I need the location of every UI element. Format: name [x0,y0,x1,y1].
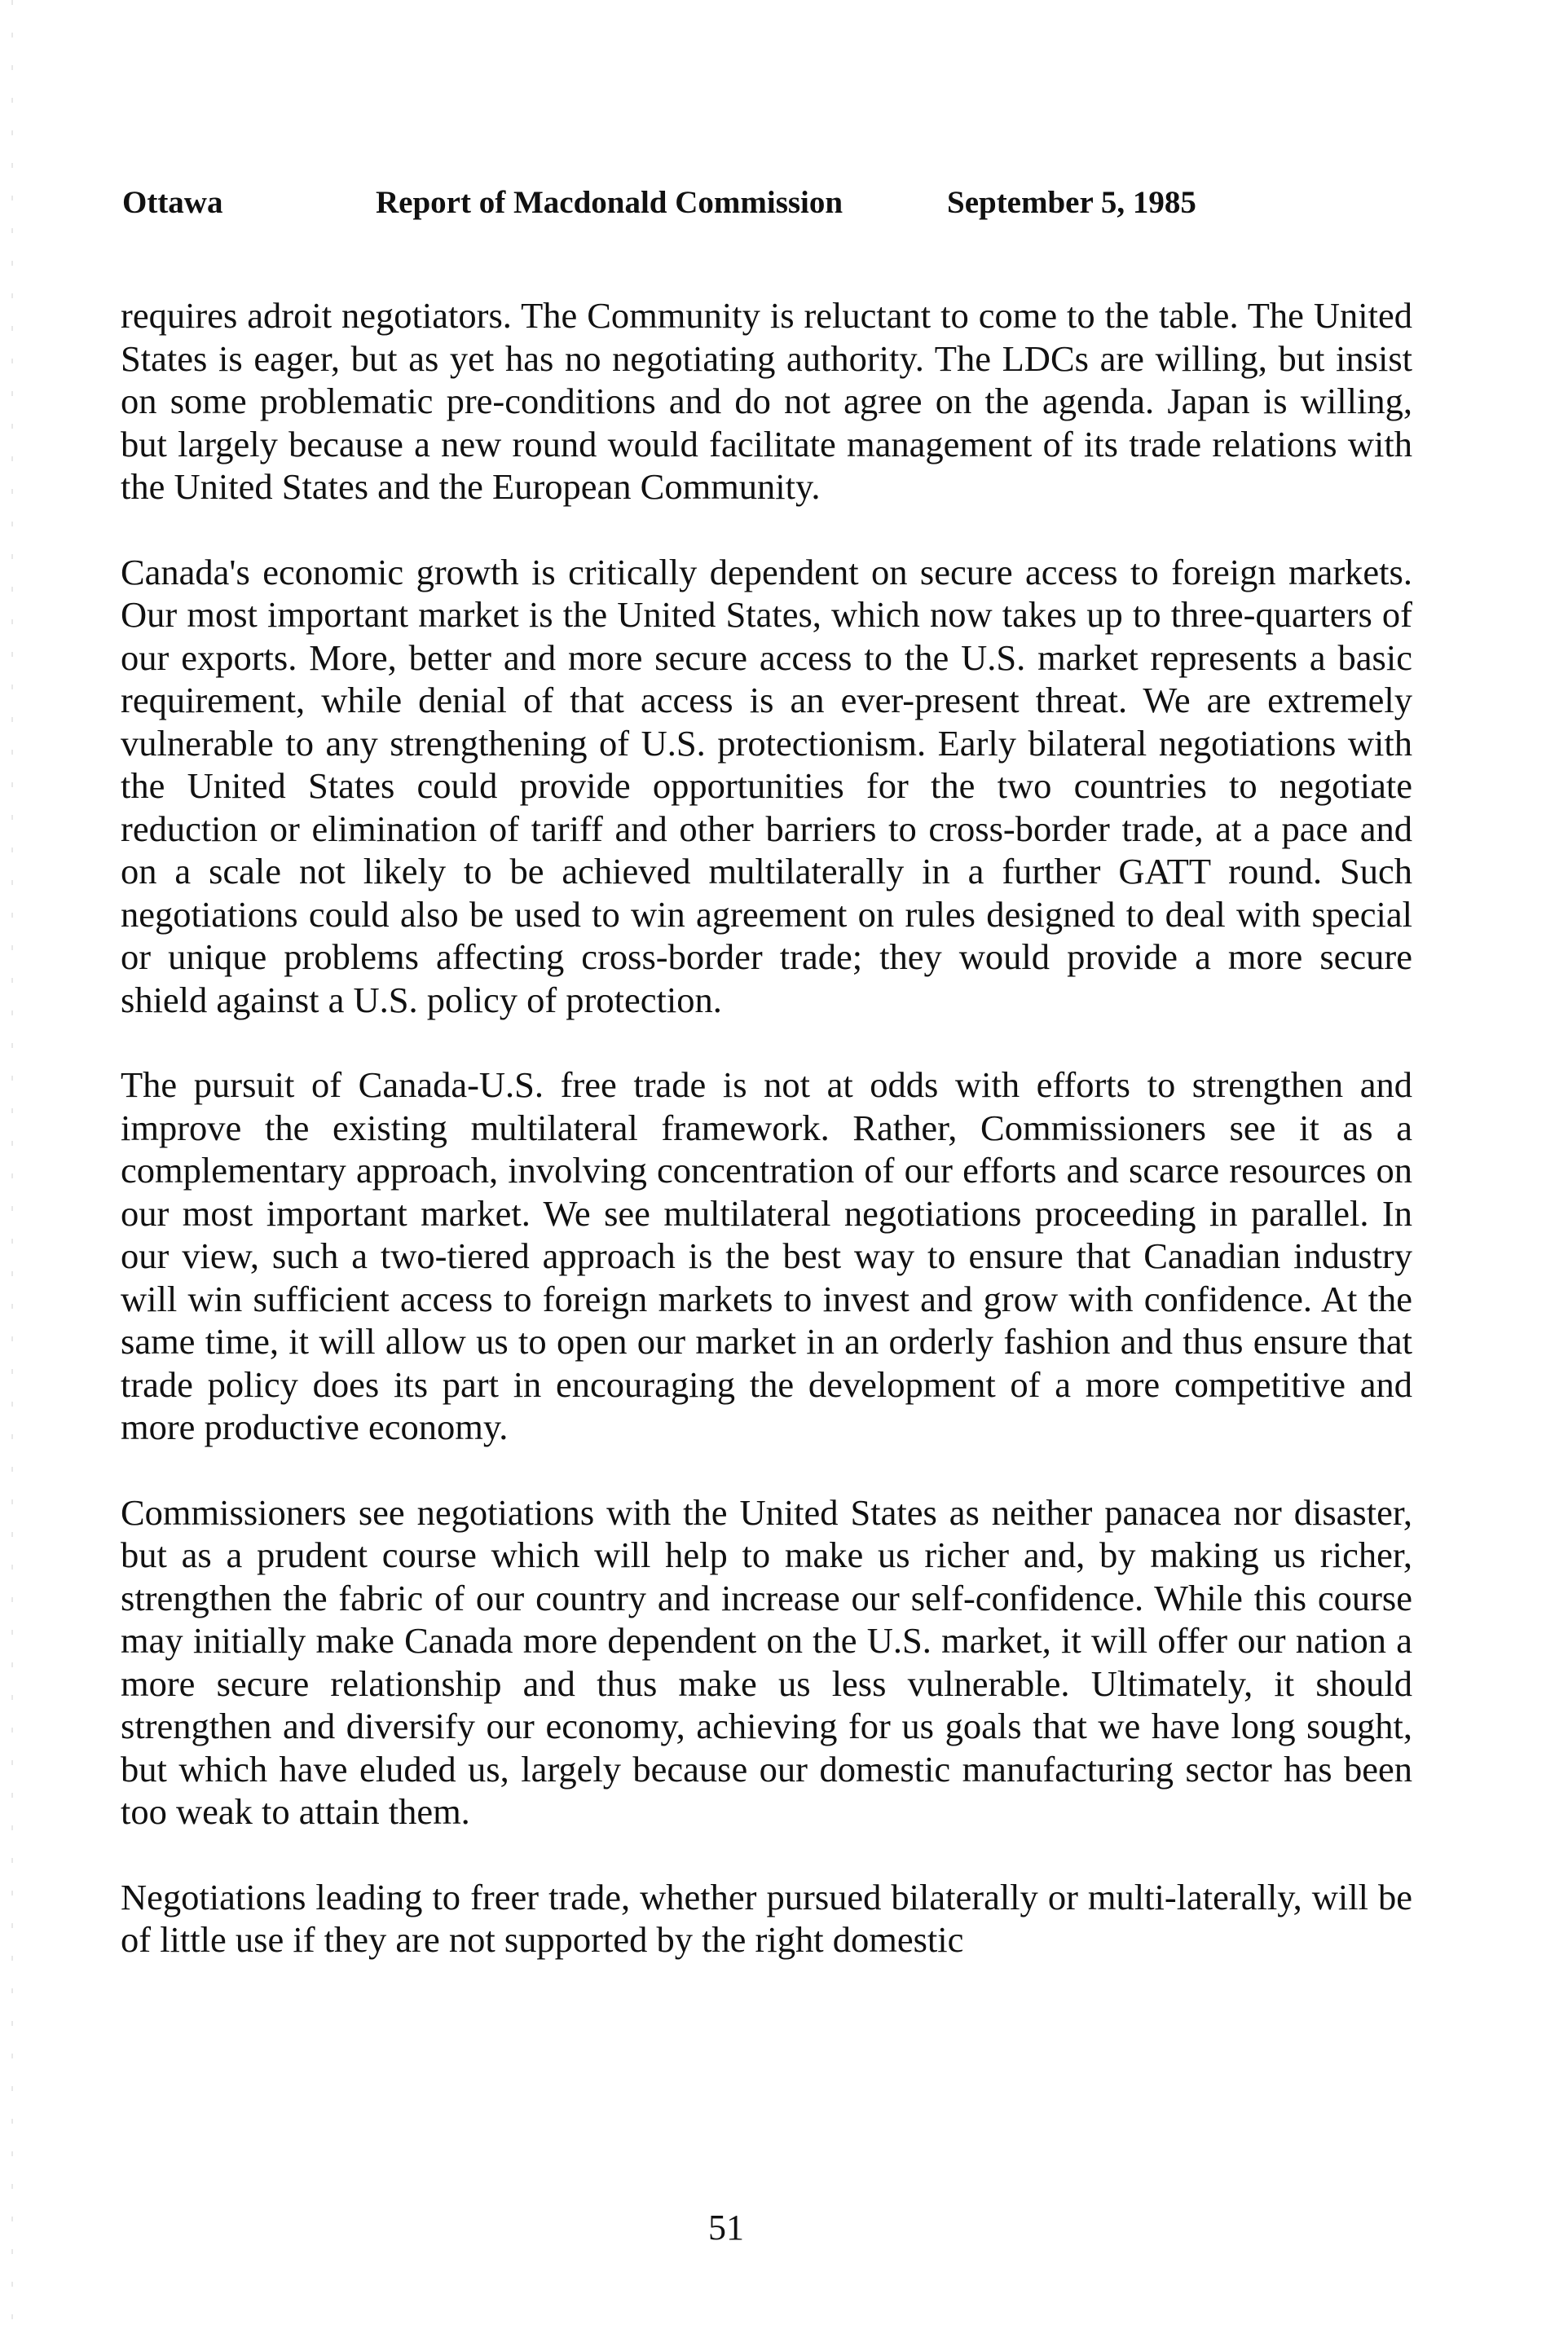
paragraph-2: Canada's economic growth is critically dependent on secure access to foreign markets. Our most important market is the United States, which now takes up to three-quarters of our exports. More, better and more secure access to the U.S. market represents a basic requirement, while denial of that access is an ever-present threat. We are extremely vulnerable to any strengthening of U.S. protectionism. Early bilateral negotiations with the United States could provide opportunities for the two countries to negotiate reduction or elimination of tariff and other barriers to cross-border trade, at a pace and on a scale not likely to be achieved multilaterally in a further GATT round. Such negotiations could also be used to win agreement on rules designed to deal with special or unique problems affecting cross-border trade; they would provide a more secure shield against a U.S. policy of protection. [121,551,1412,1020]
header-place: Ottawa [122,185,223,220]
header-title: Report of Macdonald Commission [376,185,843,220]
running-header [122,184,1426,233]
paragraph-4: Commissioners see negotiations with the United States as neither panacea nor disaster, but as a prudent course which will help to make us richer and, by making us richer, strengthen the fabric of our country and increase our self-confidence. While this course may initially make Canada more dependent on the U.S. market, it will offer our nation a more secure relationship and thus make us less vulnerable. Ultimately, it should strengthen and diversify our economy, achieving for us goals that we have long sought, but which have eluded us, largely because our domestic manufacturing sector has been too weak to attain them. [121,1491,1412,1832]
scan-edge-mark [11,0,13,2329]
paragraph-3: The pursuit of Canada-U.S. free trade is not at odds with efforts to strengthen and improve the existing multilateral framework. Rather, Commissioners see it as a complementary approach, involving concentration of our efforts and scarce resources on our most important market. We see multilateral negotiations proceeding in parallel. In our view, such a two-tiered approach is the best way to ensure that Canadian industry will win sufficient access to foreign markets to invest and grow with confidence. At the same time, it will allow us to open our market in an orderly fashion and thus ensure that trade policy does its part in encouraging the development of a more competitive and more productive economy. [121,1064,1412,1447]
header-date: September 5, 1985 [947,185,1196,220]
page-number: 51 [708,2208,744,2248]
paragraph-1: requires adroit negotiators. The Community is reluctant to come to the table. The United States is eager, but as yet has no negotiating authority. The LDCs are willing, but insist on some problematic pre-conditions and do not agree on the agenda. Japan is willing, but largely because a new round would facilitate management of its trade relations with the United States and the European Community. [121,295,1412,507]
report-body [121,294,1412,2004]
paragraph-5: Negotiations leading to freer trade, whether pursued bilaterally or multi-laterally, will be of little use if they are not supported by the right domestic [121,1876,1412,1960]
